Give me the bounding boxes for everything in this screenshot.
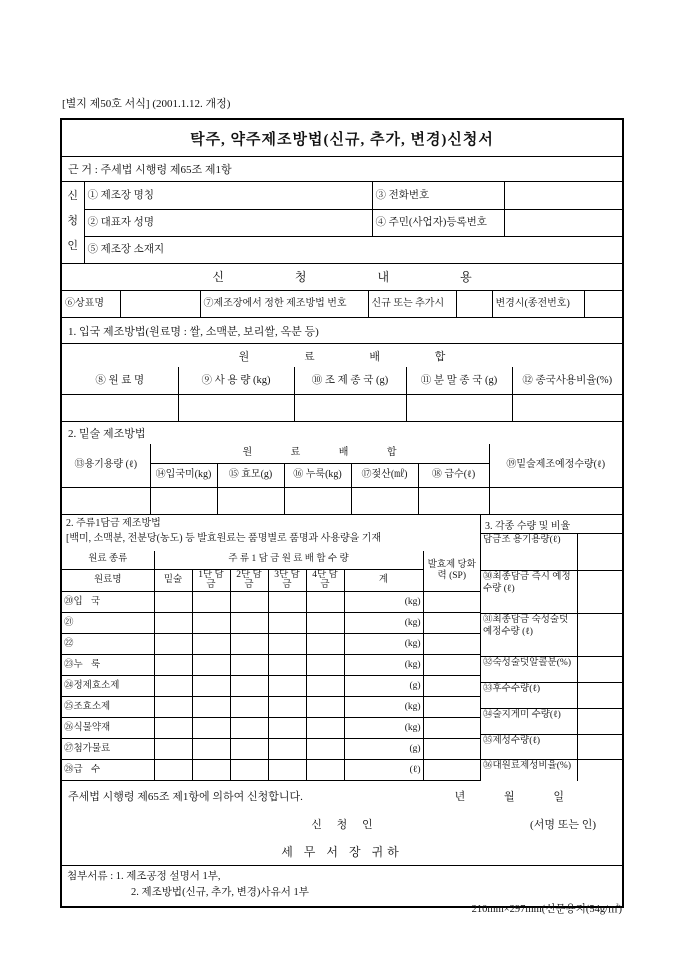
unit-label: (kg) (344, 718, 423, 739)
summary-item-label: ㉞술지게미 수량(ℓ) (483, 710, 561, 720)
ingredient-row-label: ㉑ (62, 613, 154, 634)
form-box (60, 118, 624, 908)
vessel-capacity-label: ⑬용기용량 (ℓ) (62, 444, 150, 488)
summary-row (481, 709, 622, 735)
section2-table (62, 444, 622, 516)
subcol-stage1: 1단 담금 (192, 569, 230, 592)
declaration-text: 주세법 시행령 제65조 제1항에 의하여 신청합니다. (68, 791, 303, 804)
summary-item-label: 담금조 용기용량(ℓ) (483, 535, 561, 545)
input-cell (268, 655, 306, 676)
input-cell (268, 760, 306, 781)
expected-quantity-label: ⑲밑술제조예정수량(ℓ) (489, 444, 622, 488)
summary-row (481, 534, 622, 571)
input-cell (154, 634, 192, 655)
input-cell (154, 655, 192, 676)
summary-row (481, 657, 622, 683)
method-number-label: ⑦제조장에서 정한 제조방법 번호 (200, 291, 368, 318)
input-cell (230, 676, 268, 697)
applicant-signature-label: 신 청 인 (311, 819, 373, 832)
input-cell (284, 488, 351, 515)
input-cell (306, 655, 344, 676)
legal-basis: 근 거 : 주세법 시행령 제65조 제1항 (62, 157, 622, 182)
unit-label: (ℓ) (344, 760, 423, 781)
doc-reference: [별지 제50호 서식] (2001.1.12. 개정) (62, 98, 231, 110)
section3-title-line1: 2. 주류1담금 제조방법 (66, 518, 161, 529)
phone-field (504, 182, 622, 209)
applicant-side-label (62, 182, 84, 263)
unit-label: (kg) (344, 697, 423, 718)
input-cell (230, 760, 268, 781)
summary-row (481, 760, 622, 781)
col-prepared-seed: ⑩ 조 제 종 국 (g) (294, 367, 406, 394)
input-cell (62, 488, 150, 515)
input-cell (423, 655, 480, 676)
input-cell (577, 709, 622, 734)
reg-number-label: ④ 주민(사업자)등록번호 (372, 209, 504, 236)
section4-panel (480, 515, 622, 781)
input-cell (268, 718, 306, 739)
application-content-header: 신 청 내 용 (62, 264, 622, 291)
subcol-material-name: 원료명 (62, 569, 154, 592)
input-cell (192, 718, 230, 739)
input-cell (230, 592, 268, 613)
phone-label: ③ 전화번호 (372, 182, 504, 209)
input-cell (512, 394, 622, 421)
section3-left (62, 515, 480, 781)
input-cell (192, 760, 230, 781)
input-cell (423, 739, 480, 760)
unit-label: (kg) (344, 592, 423, 613)
factory-name-label: ① 제조장 명칭 (84, 182, 372, 209)
attachment-line-1: 첨부서류 : 1. 제조공정 설명서 1부, (67, 871, 221, 883)
declaration-row (62, 781, 622, 811)
addressee: 세 무 서 장 귀하 (281, 844, 403, 859)
reg-number-field (504, 209, 622, 236)
ingredient-row-label: ㉕조효소제 (62, 697, 154, 718)
input-cell (192, 634, 230, 655)
input-cell (154, 718, 192, 739)
col-ipgukmi: ⑭입국미(kg) (150, 464, 217, 488)
input-cell (154, 613, 192, 634)
input-cell (230, 634, 268, 655)
form-title: 탁주, 약주제조방법(신규, 추가, 변경)신청서 (62, 120, 622, 157)
input-cell (423, 697, 480, 718)
input-cell (268, 634, 306, 655)
col-lactic-acid: ⑰젖산(㎖) (351, 464, 418, 488)
summary-row (481, 735, 622, 760)
input-cell (268, 697, 306, 718)
col-powder-seed: ⑪ 분 말 종 국 (g) (406, 367, 512, 394)
input-cell (577, 571, 622, 613)
signature-note: (서명 또는 인) (530, 819, 596, 832)
input-cell (62, 394, 178, 421)
header-fermenting-agent: 발효제 당화력 (SP) (423, 551, 480, 592)
subcol-mitsul: 밑술 (154, 569, 192, 592)
input-cell (268, 739, 306, 760)
summary-item-label: ㊱대원료제성비율(%) (483, 761, 571, 771)
subcol-stage2: 2단 담금 (230, 569, 268, 592)
input-cell (268, 676, 306, 697)
input-cell (192, 613, 230, 634)
section1-blend-header: 원 료 배 합 (62, 343, 622, 367)
input-cell (230, 697, 268, 718)
input-cell (577, 614, 622, 656)
new-or-add-field (456, 291, 492, 318)
col-water: ⑱ 급수(ℓ) (418, 464, 489, 488)
input-cell (154, 592, 192, 613)
input-cell (418, 488, 489, 515)
applicant-table (62, 182, 622, 264)
applicant-side-char: 청 (67, 215, 79, 228)
input-cell (577, 735, 622, 759)
subcol-total: 계 (344, 569, 423, 592)
subcol-stage4: 4단 담금 (306, 569, 344, 592)
col-usage-amount: ⑨ 사 용 량 (kg) (178, 367, 294, 394)
input-cell (306, 613, 344, 634)
summary-row (481, 571, 622, 614)
input-cell (423, 634, 480, 655)
input-cell (268, 613, 306, 634)
input-cell (306, 760, 344, 781)
section3-wrap (62, 515, 622, 781)
input-cell (577, 760, 622, 781)
input-cell (230, 739, 268, 760)
change-number-field (584, 291, 622, 318)
summary-item-label: ㉟제성수량(ℓ) (483, 736, 541, 746)
summary-item-label: ㉛최종담금 숙성술덧 예정수량 (ℓ) (483, 615, 569, 637)
input-cell (268, 592, 306, 613)
input-cell (154, 697, 192, 718)
input-cell (230, 718, 268, 739)
col-nuruk: ⑯ 누룩(kg) (284, 464, 351, 488)
brand-name-label: ⑥상표명 (62, 291, 120, 318)
attachment-line-2: 2. 제조방법(신규, 추가, 변경)사유서 1부 (131, 887, 309, 899)
input-cell (577, 534, 622, 570)
unit-label: (g) (344, 739, 423, 760)
section2-title: 2. 밑술 제조방법 (68, 427, 146, 440)
brand-method-row (62, 291, 622, 319)
input-cell (489, 488, 622, 515)
ingredient-row-label: ㉖식물약재 (62, 718, 154, 739)
input-cell (192, 676, 230, 697)
signature-row (62, 811, 622, 837)
section1-title: 1. 입국 제조방법(원료명 : 쌀, 소맥분, 보리쌀, 옥분 등) (68, 325, 319, 338)
input-cell (423, 760, 480, 781)
input-cell (154, 739, 192, 760)
input-cell (423, 613, 480, 634)
mash-table (62, 551, 480, 781)
input-cell (306, 676, 344, 697)
input-cell (577, 657, 622, 682)
factory-address-label: ⑤ 제조장 소재지 (84, 236, 622, 263)
ingredient-row-label: ㉗첨가물료 (62, 739, 154, 760)
attachments (62, 865, 622, 906)
input-cell (192, 655, 230, 676)
ingredient-row-label: ⑳입 국 (62, 592, 154, 613)
section1-table (62, 367, 622, 422)
summary-row (481, 614, 622, 657)
summary-item-label: ㉝후수수량(ℓ) (483, 684, 541, 694)
ingredient-row-label: ㉔정제효소제 (62, 676, 154, 697)
input-cell (306, 739, 344, 760)
input-cell (178, 394, 294, 421)
input-cell (154, 760, 192, 781)
section2-blend-header: 원 료 배 합 (150, 444, 489, 464)
ingredient-row-label: ㉓누 룩 (62, 655, 154, 676)
header-material-kind: 원료 종류 (62, 551, 154, 569)
input-cell (192, 739, 230, 760)
header-mash-blend-quantity: 주 류 1 담 금 원 료 배 합 수 량 (154, 551, 423, 569)
brand-name-field (120, 291, 200, 318)
input-cell (294, 394, 406, 421)
unit-label: (kg) (344, 655, 423, 676)
ingredient-row-label: ㉒ (62, 634, 154, 655)
unit-label: (g) (344, 676, 423, 697)
section3-title-line2: [백미, 소맥분, 전분당(농도) 등 발효원료는 품명별로 품명과 사용량을 기재 (66, 532, 382, 544)
section4-title: 3. 각종 수량 및 비율 (481, 515, 622, 534)
summary-row (481, 683, 622, 709)
unit-label: (kg) (344, 634, 423, 655)
paper-spec: 210mm×297mm(신문용지(54g/㎡) (471, 904, 622, 915)
applicant-side-char: 인 (67, 240, 79, 253)
date-line: 년 월 일 (454, 791, 564, 804)
new-or-add-label: 신규 또는 추가시 (368, 291, 456, 318)
col-seed-ratio: ⑫ 종국사용비율(%) (512, 367, 622, 394)
input-cell (306, 697, 344, 718)
subcol-stage3: 3단 담금 (268, 569, 306, 592)
input-cell (577, 683, 622, 708)
input-cell (423, 718, 480, 739)
input-cell (306, 634, 344, 655)
col-yeast: ⑮ 효모(g) (217, 464, 284, 488)
summary-item-label: ㉜숙성술덧알콜분(%) (483, 658, 571, 668)
input-cell (423, 676, 480, 697)
ingredient-row-label: ㉘급 수 (62, 760, 154, 781)
input-cell (306, 718, 344, 739)
input-cell (192, 592, 230, 613)
col-material-name: ⑧ 원 료 명 (62, 367, 178, 394)
input-cell (150, 488, 217, 515)
section3-title (62, 515, 480, 551)
change-number-label: 변경시(종전번호) (492, 291, 584, 318)
input-cell (351, 488, 418, 515)
input-cell (230, 655, 268, 676)
unit-label: (kg) (344, 613, 423, 634)
input-cell (154, 676, 192, 697)
input-cell (217, 488, 284, 515)
input-cell (306, 592, 344, 613)
input-cell (230, 613, 268, 634)
input-cell (406, 394, 512, 421)
input-cell (423, 592, 480, 613)
input-cell (192, 697, 230, 718)
summary-item-label: ㉚최종담금 즉시 예정수량 (ℓ) (483, 572, 571, 594)
applicant-side-char: 신 (67, 190, 79, 203)
representative-name-label: ② 대표자 성명 (84, 209, 372, 236)
